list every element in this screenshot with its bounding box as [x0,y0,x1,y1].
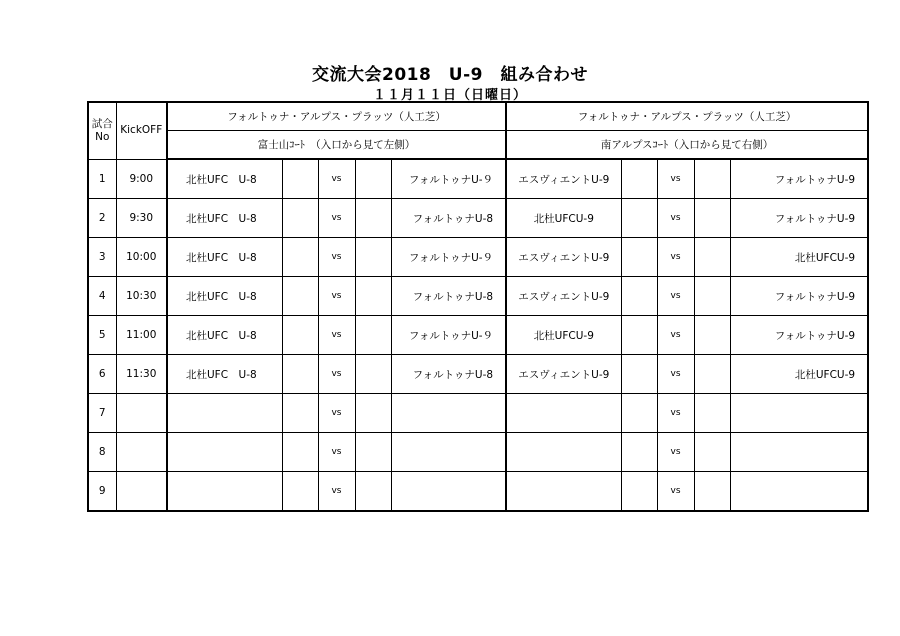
court-a-away-score [355,472,391,512]
kickoff-time: 10:30 [116,277,167,316]
court-a-away-score [355,394,391,433]
match-number: 6 [88,355,116,394]
table-row [88,238,868,277]
court-a-away-team [391,394,506,433]
court-a-home-score [282,238,318,277]
court-a-vs: vs [318,433,355,472]
match-number: 8 [88,433,116,472]
court-a-away-team: フォルトゥナU-９ [391,316,506,355]
match-number: 3 [88,238,116,277]
court-b-vs: vs [657,277,694,316]
court-a-home-team: 北杜UFC U-8 [167,159,282,199]
court-b-home-team: エスヴィエントU-9 [506,238,621,277]
table-row [88,394,868,433]
header-match-no-bottom: No [95,130,110,143]
court-b-away-score [694,159,730,199]
court-b-home-team [506,433,621,472]
court-a-away-score [355,316,391,355]
court-b-vs: vs [657,472,694,512]
court-b-home-score [621,433,657,472]
court-b-away-team [730,394,868,433]
court-b-home-team [506,472,621,512]
table-row [88,355,868,394]
match-number: 2 [88,199,116,238]
table-row [88,472,868,512]
court-b-home-score [621,355,657,394]
kickoff-time: 9:00 [116,159,167,199]
kickoff-time: 11:30 [116,355,167,394]
kickoff-time [116,394,167,433]
event-date: １１月１１日（日曜日） [372,88,527,103]
header-row-court [88,131,868,160]
court-b-home-score [621,199,657,238]
court-a-home-team: 北杜UFC U-8 [167,355,282,394]
court-b-away-team: フォルトゥナU-9 [730,199,868,238]
header-row-venue [88,102,868,131]
court-b-away-score [694,238,730,277]
court-b-away-score [694,277,730,316]
court-b-vs: vs [657,355,694,394]
kickoff-time: 10:00 [116,238,167,277]
court-a-vs: vs [318,199,355,238]
court-b-home-team: エスヴィエントU-9 [506,355,621,394]
court-b-away-score [694,316,730,355]
court-a-away-team [391,433,506,472]
court-a-home-score [282,394,318,433]
match-number: 4 [88,277,116,316]
court-b-home-team: 北杜UFCU-9 [506,316,621,355]
court-b-away-score [694,394,730,433]
court-a-home-score [282,316,318,355]
court-a-home-team: 北杜UFC U-8 [167,238,282,277]
match-number: 1 [88,159,116,199]
court-b-away-score [694,355,730,394]
court-a-home-score [282,277,318,316]
court-b-vs: vs [657,199,694,238]
match-number: 5 [88,316,116,355]
court-b-home-score [621,159,657,199]
court-a-home-score [282,472,318,512]
header-venue-a: フォルトゥナ・アルプス・プラッツ（人工芝） [167,102,506,131]
court-b-home-team [506,394,621,433]
table-row [88,316,868,355]
court-a-vs: vs [318,159,355,199]
court-b-home-score [621,238,657,277]
document-title: 交流大会2018 U-9 組み合わせ [311,65,588,85]
court-a-away-score [355,199,391,238]
court-a-home-score [282,355,318,394]
court-a-away-team: フォルトゥナU-９ [391,238,506,277]
court-b-away-team: フォルトゥナU-9 [730,277,868,316]
schedule-table [87,101,869,512]
court-a-away-score [355,277,391,316]
court-a-away-team: フォルトゥナU-９ [391,159,506,199]
court-a-vs: vs [318,472,355,512]
court-a-vs: vs [318,238,355,277]
court-b-vs: vs [657,238,694,277]
header-kickoff: KickOFF [116,102,167,159]
court-b-home-team: エスヴィエントU-9 [506,277,621,316]
court-b-home-team: エスヴィエントU-9 [506,159,621,199]
court-a-home-score [282,433,318,472]
court-b-away-team: 北杜UFCU-9 [730,238,868,277]
court-b-away-team: フォルトゥナU-9 [730,316,868,355]
header-court-a: 富士山ｺｰﾄ （入口から見て左側） [167,131,506,160]
match-number: 7 [88,394,116,433]
court-a-away-score [355,159,391,199]
header-venue-b: フォルトゥナ・アルプス・プラッツ（人工芝） [506,102,868,131]
schedule-rows [88,159,868,511]
court-a-away-team: フォルトゥナU-8 [391,355,506,394]
table-row [88,159,868,199]
kickoff-time: 9:30 [116,199,167,238]
table-row [88,433,868,472]
match-number: 9 [88,472,116,512]
court-b-home-score [621,472,657,512]
table-row [88,277,868,316]
court-a-home-team [167,472,282,512]
court-a-vs: vs [318,394,355,433]
court-a-home-team: 北杜UFC U-8 [167,277,282,316]
header-match-no [88,102,116,159]
court-b-vs: vs [657,159,694,199]
header-match-no-top: 試合 [91,117,113,130]
header-court-b: 南アルプスｺｰﾄ（入口から見て右側） [506,131,868,160]
kickoff-time [116,472,167,512]
court-a-away-team [391,472,506,512]
court-a-vs: vs [318,355,355,394]
court-a-home-score [282,199,318,238]
court-b-away-score [694,199,730,238]
court-a-away-team: フォルトゥナU-8 [391,277,506,316]
table-row [88,199,868,238]
court-b-away-team [730,433,868,472]
court-b-away-team [730,472,868,512]
court-a-home-team [167,394,282,433]
court-b-vs: vs [657,316,694,355]
court-a-away-score [355,238,391,277]
kickoff-time: 11:00 [116,316,167,355]
court-b-away-team: フォルトゥナU-9 [730,159,868,199]
court-b-vs: vs [657,433,694,472]
court-a-home-score [282,159,318,199]
court-b-away-score [694,472,730,512]
kickoff-time [116,433,167,472]
court-a-home-team: 北杜UFC U-8 [167,199,282,238]
court-b-home-team: 北杜UFCU-9 [506,199,621,238]
court-a-vs: vs [318,316,355,355]
court-a-away-score [355,355,391,394]
court-b-home-score [621,394,657,433]
court-a-away-team: フォルトゥナU-8 [391,199,506,238]
court-a-vs: vs [318,277,355,316]
court-b-home-score [621,277,657,316]
court-b-away-score [694,433,730,472]
court-a-home-team [167,433,282,472]
court-b-home-score [621,316,657,355]
court-b-vs: vs [657,394,694,433]
court-a-away-score [355,433,391,472]
court-a-home-team: 北杜UFC U-8 [167,316,282,355]
court-b-away-team: 北杜UFCU-9 [730,355,868,394]
